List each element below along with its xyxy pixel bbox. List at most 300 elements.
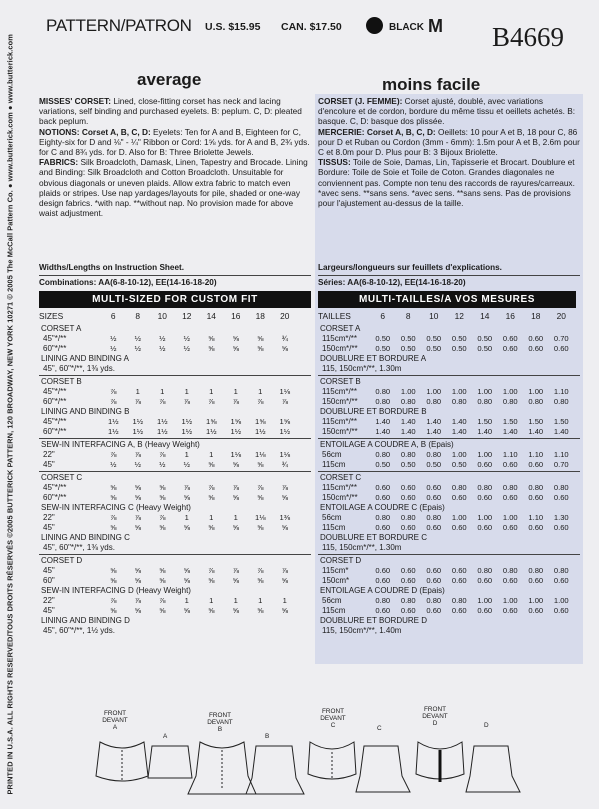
table-cell: 0.60	[553, 493, 569, 502]
row-label: 45"*/**	[43, 334, 67, 343]
table-cell: 0.60	[502, 606, 518, 615]
table-cell: 0.60	[502, 460, 518, 469]
table-heading	[318, 473, 588, 483]
table-row	[318, 344, 588, 354]
table-heading	[39, 533, 309, 543]
table-cell: ⅝	[110, 523, 117, 532]
table-cell: 1.40	[502, 427, 518, 436]
table-cell: ⅝	[134, 483, 141, 492]
size-col-header: 10	[157, 311, 167, 321]
row-label: 45"	[43, 460, 55, 469]
table-cell: ⅞	[110, 387, 117, 396]
table-cell: ⅝	[257, 334, 264, 343]
table-cell: 0.80	[451, 483, 467, 492]
banner-en: MULTI-SIZED FOR CUSTOM FIT	[39, 291, 311, 308]
combinations-en: Combinations: AA(6-8-10-12), EE(14-16-18-20)	[39, 278, 217, 287]
table-cell: 0.50	[400, 460, 416, 469]
table-cell: ⅞	[159, 513, 166, 522]
table-cell: ⅞	[281, 566, 288, 575]
table-cell: ⅞	[257, 483, 264, 492]
table-cell: 0.60	[553, 523, 569, 532]
table-cell: 1.10	[553, 387, 569, 396]
size-col-header: 16	[231, 311, 241, 321]
table-heading	[318, 533, 588, 543]
table-cell: 0.60	[375, 566, 391, 575]
table-cell: ½	[183, 460, 190, 469]
row-label: 60"*/**	[43, 427, 67, 436]
table-row	[39, 513, 309, 523]
size-col-header: 16	[505, 311, 515, 321]
table-cell: 0.50	[400, 334, 416, 343]
table-row	[318, 460, 588, 470]
table-cell: 0.60	[451, 566, 467, 575]
sizes-label: SIZES	[39, 311, 64, 321]
table-cell: ⅞	[232, 483, 239, 492]
table-cell: ⅝	[183, 523, 190, 532]
table-cell: ⅞	[134, 450, 141, 459]
table-row	[318, 523, 588, 533]
size-col-header: 20	[556, 311, 566, 321]
table-cell: 1½	[279, 427, 291, 436]
table-row	[39, 576, 309, 586]
table-cell: 0.60	[528, 523, 544, 532]
table-cell: 1.40	[451, 417, 467, 426]
row-label: 150cm*/**	[322, 344, 358, 353]
table-cell: 0.60	[400, 493, 416, 502]
table-cell: ⅝	[257, 344, 264, 353]
table-cell: ⅝	[159, 566, 166, 575]
table-cell: ⅞	[110, 450, 117, 459]
divider	[318, 375, 580, 376]
sizes-label: TAILLES	[318, 311, 351, 321]
table-cell: 0.80	[477, 397, 493, 406]
table-cell: 0.60	[375, 576, 391, 585]
table-row	[39, 334, 309, 344]
row-label: CORSET A	[320, 324, 361, 333]
table-row	[39, 566, 309, 576]
table-heading	[39, 354, 309, 364]
table-cell: ⅞	[232, 397, 239, 406]
table-cell: 1	[209, 450, 214, 459]
table-cell: 1⅝	[205, 417, 217, 426]
table-cell: 0.80	[400, 513, 416, 522]
table-row	[39, 344, 309, 354]
table-cell: 0.80	[528, 397, 544, 406]
table-cell: ½	[183, 334, 190, 343]
table-row	[39, 397, 309, 407]
row-label: 115cm	[322, 523, 346, 532]
table-cell: ⅝	[257, 576, 264, 585]
table-cell: 0.60	[477, 493, 493, 502]
table-cell: ⅝	[110, 483, 117, 492]
table-cell: 1½	[181, 417, 193, 426]
row-label: 115, 150cm*/**, 1.40m	[322, 626, 402, 635]
table-cell: 1.10	[553, 450, 569, 459]
table-cell: ⅞	[110, 513, 117, 522]
table-row	[318, 566, 588, 576]
table-cell: 1½	[107, 427, 119, 436]
table-row	[39, 596, 309, 606]
table-cell: 0.80	[502, 566, 518, 575]
table-cell: 0.50	[375, 460, 391, 469]
table-cell: 1	[209, 513, 214, 522]
table-cell: ½	[110, 344, 117, 353]
row-label: CORSET C	[320, 473, 362, 482]
table-cell: ⅞	[281, 483, 288, 492]
table-cell: ⅝	[281, 523, 288, 532]
table-cell: 0.60	[426, 606, 442, 615]
row-label: 45"	[43, 606, 55, 615]
table-cell: 0.60	[528, 344, 544, 353]
table-cell: 0.60	[477, 576, 493, 585]
size-col-header: 20	[280, 311, 290, 321]
divider	[318, 275, 580, 276]
table-heading	[39, 626, 309, 636]
table-cell: 0.80	[375, 513, 391, 522]
table-cell: 0.60	[375, 523, 391, 532]
table-cell: ⅝	[257, 493, 264, 502]
row-label: 45", 60"*/**, 1½ yds.	[43, 626, 115, 635]
table-cell: ⅝	[134, 566, 141, 575]
table-cell: 1	[160, 387, 165, 396]
table-cell: 0.80	[502, 483, 518, 492]
table-cell: ½	[159, 334, 166, 343]
row-label: DOUBLURE ET BORDURE C	[320, 533, 427, 542]
difficulty-en: average	[137, 70, 202, 89]
corset-drawings-icon	[60, 728, 560, 808]
table-cell: ⅝	[183, 606, 190, 615]
table-cell: 0.60	[528, 334, 544, 343]
table-cell: 0.80	[375, 596, 391, 605]
table-heading	[318, 364, 588, 374]
table-cell: 0.80	[528, 566, 544, 575]
table-cell: 0.80	[477, 483, 493, 492]
row-label: DOUBLURE ET BORDURE A	[320, 354, 427, 363]
row-label: 22"	[43, 450, 55, 459]
table-heading	[39, 377, 309, 387]
table-cell: ⅝	[232, 523, 239, 532]
combinations-fr: Séries: AA(6-8-10-12), EE(14-16-18-20)	[318, 278, 466, 287]
table-cell: 0.60	[477, 460, 493, 469]
row-label: LINING AND BINDING B	[41, 407, 130, 416]
table-cell: ⅝	[208, 460, 215, 469]
figure-back-label: B	[265, 733, 270, 740]
table-row	[39, 483, 309, 493]
table-cell: 0.70	[553, 334, 569, 343]
row-label: 56cm	[322, 513, 342, 522]
table-cell: 0.60	[502, 523, 518, 532]
row-label: CORSET B	[320, 377, 361, 386]
table-cell: 1.00	[451, 387, 467, 396]
table-cell: 0.60	[553, 344, 569, 353]
table-cell: ⅝	[134, 606, 141, 615]
table-cell: 1	[184, 450, 189, 459]
table-cell: 1.00	[502, 596, 518, 605]
table-cell: ⅝	[281, 606, 288, 615]
row-label: 22"	[43, 513, 55, 522]
row-label: 150cm*	[322, 576, 350, 585]
table-cell: 0.60	[528, 576, 544, 585]
table-cell: ⅝	[232, 334, 239, 343]
table-row	[318, 427, 588, 437]
row-label: DOUBLURE ET BORDURE B	[320, 407, 427, 416]
figure-front-label: FRONT DEVANT A	[102, 710, 128, 731]
row-label: CORSET D	[41, 556, 83, 565]
table-cell: 0.60	[426, 576, 442, 585]
table-cell: ½	[183, 344, 190, 353]
brand-label: PATTERN/PATRON	[46, 16, 192, 35]
table-cell: ⅝	[134, 493, 141, 502]
price-can: CAN. $17.50	[281, 21, 342, 33]
table-cell: ⅝	[183, 566, 190, 575]
table-cell: ⅝	[159, 523, 166, 532]
table-cell: 1.00	[528, 596, 544, 605]
table-heading	[318, 324, 588, 334]
table-row	[39, 417, 309, 427]
table-cell: 1⅜	[279, 513, 291, 522]
table-heading	[318, 377, 588, 387]
table-cell: 1.50	[528, 417, 544, 426]
table-cell: ⅝	[281, 493, 288, 502]
table-cell: ⅝	[232, 576, 239, 585]
table-cell: ⅝	[208, 576, 215, 585]
table-row	[318, 417, 588, 427]
table-row	[318, 450, 588, 460]
table-cell: ½	[110, 334, 117, 343]
row-label: 115cm*	[322, 566, 349, 575]
table-cell: 1½	[230, 427, 242, 436]
size-col-header: 12	[454, 311, 464, 321]
table-cell: 1.50	[477, 417, 493, 426]
table-cell: 0.80	[451, 397, 467, 406]
table-cell: ½	[134, 334, 141, 343]
table-cell: 0.50	[375, 344, 391, 353]
banner-fr: MULTI-TAILLES/A VOS MESURES	[318, 291, 576, 308]
table-cell: ⅝	[183, 493, 190, 502]
table-cell: ⅞	[159, 397, 166, 406]
table-cell: 0.60	[553, 576, 569, 585]
divider	[318, 438, 580, 439]
size-col-header: 10	[429, 311, 439, 321]
table-heading	[318, 626, 588, 636]
table-cell: 0.60	[426, 483, 442, 492]
table-cell: 0.80	[528, 483, 544, 492]
table-cell: 0.80	[375, 450, 391, 459]
table-cell: 1⅛	[279, 450, 291, 459]
table-cell: ½	[159, 344, 166, 353]
table-cell: 1⅝	[230, 417, 242, 426]
table-cell: 0.60	[400, 606, 416, 615]
row-label: CORSET D	[320, 556, 362, 565]
divider	[39, 275, 311, 276]
table-cell: 0.60	[553, 606, 569, 615]
divider	[39, 554, 311, 555]
table-cell: 1⅝	[279, 417, 291, 426]
figure-front-label: FRONT DEVANT B	[207, 712, 233, 733]
table-cell: ⅝	[232, 460, 239, 469]
table-cell: ⅝	[232, 344, 239, 353]
table-cell: ¾	[281, 460, 288, 469]
table-cell: 1	[209, 387, 214, 396]
table-cell: 0.50	[451, 334, 467, 343]
table-cell: 1.40	[477, 427, 493, 436]
table-cell: 1⅛	[254, 513, 266, 522]
desc-en: MISSES' CORSET: Lined, close-fitting corset has neck and lacing variations, self binding and purchased eyelets. B: peplum. C, D: pleated back peplum. NOTIONS: Corset A, B, C, D: Eyelets: Ten for A and B, Eighteen for C, Eighty-six for D and ⅛" - ¼" Ribbon or Cord: 1⅝ yds. for A and B, 2¾ yds. for C and 8¾ yds. for D. Also for B: Three Briolette Jewels. FABRICS: Silk Broadcloth, Damask, Linen, Tapestry and Brocade. Lining and Binding: Silk Broadcloth and Cotton Broadcloth. Unsuitable for obvious diagonals or uneven plaids. Allow extra fabric to match even plaids or stripes. Use nap yardages/layouts for pile, shaded or one-way design fabrics. *with nap. **without nap. No provision made for above waist adjustment.	[39, 96, 310, 219]
row-label: 115cm*/**	[322, 483, 357, 492]
widths-note-fr: Largeurs/longueurs sur feuillets d'explications.	[318, 263, 502, 272]
table-cell: ⅝	[110, 606, 117, 615]
table-cell: ⅞	[183, 397, 190, 406]
size-col-header: 14	[480, 311, 490, 321]
table-row	[318, 397, 588, 407]
table-cell: 0.50	[426, 344, 442, 353]
table-cell: ⅝	[232, 493, 239, 502]
table-row	[318, 596, 588, 606]
table-cell: ⅞	[232, 566, 239, 575]
table-cell: 0.60	[451, 493, 467, 502]
table-cell: ⅞	[183, 483, 190, 492]
table-cell: 1.40	[400, 417, 416, 426]
table-cell: 1⅛	[279, 387, 291, 396]
table-cell: 0.80	[426, 450, 442, 459]
table-cell: 1	[233, 596, 238, 605]
table-cell: 1.40	[528, 427, 544, 436]
row-label: 45", 60"*/**, 1⅜ yds.	[43, 543, 115, 552]
table-cell: 1.00	[502, 513, 518, 522]
table-cell: 0.80	[426, 513, 442, 522]
table-cell: 0.60	[528, 606, 544, 615]
desc-fr: CORSET (J. FEMME): Corset ajusté, doublé, avec variations d'encolure et de cordon, bordure du même tissu et oeillets achetés. B: basque. C, D: basque dos plissée. MERCERIE: Corset A, B, C, D: Oeillets: 10 pour A et B, 18 pour C, 86 pour D et Ruban ou Cordon (3mm - 6mm): 1.5m pour A et B, 2.6m pour C et 8.0m pour D. Plus pour B: 3 Bijoux Briolette. TISSUS: Toile de Soie, Damas, Lin, Tapisserie et Brocart. Doublure et Bordure: Toile de Soie et Toile de Coton. Grandes diagonales ne conviennent pas. Compte non tenu des raccords de rayures/carreaux. *avec sens. **sans sens. *avec sens. **sans sens. Pas de provisions pour l'ajustement au-dessus de la taille.	[318, 96, 580, 209]
table-cell: 0.60	[400, 566, 416, 575]
row-label: 45"*/**	[43, 417, 67, 426]
row-label: 45"	[43, 523, 55, 532]
table-cell: ⅝	[257, 460, 264, 469]
table-cell: ½	[134, 344, 141, 353]
table-cell: 1.10	[528, 450, 544, 459]
table-heading	[318, 354, 588, 364]
table-cell: 0.60	[375, 606, 391, 615]
table-cell: ½	[159, 460, 166, 469]
table-cell: 0.50	[375, 334, 391, 343]
table-cell: 1.40	[451, 427, 467, 436]
table-heading	[39, 616, 309, 626]
table-cell: 1⅝	[254, 417, 266, 426]
table-cell: ⅞	[110, 397, 117, 406]
table-cell: 0.60	[502, 493, 518, 502]
table-cell: 0.60	[528, 493, 544, 502]
table-cell: 1	[184, 513, 189, 522]
table-cell: 1.00	[451, 450, 467, 459]
table-cell: ⅞	[134, 513, 141, 522]
table-cell: ⅝	[281, 576, 288, 585]
table-cell: 1.10	[528, 513, 544, 522]
table-cell: ⅝	[208, 344, 215, 353]
table-cell: ⅝	[208, 334, 215, 343]
table-cell: 1½	[156, 427, 168, 436]
row-label: ENTOILAGE A COUDRE C (Epais)	[320, 503, 445, 512]
table-cell: 1.50	[502, 417, 518, 426]
row-label: 60"*/**	[43, 493, 67, 502]
table-cell: 1.00	[400, 387, 416, 396]
table-heading	[39, 586, 309, 596]
table-cell: ⅞	[159, 450, 166, 459]
table-row	[39, 450, 309, 460]
table-cell: 1½	[132, 417, 144, 426]
size-col-header: 12	[182, 311, 192, 321]
row-label: 60"	[43, 576, 55, 585]
table-cell: 0.70	[553, 460, 569, 469]
table-heading	[39, 556, 309, 566]
color-dot-icon	[366, 17, 383, 34]
table-heading	[39, 407, 309, 417]
table-cell: 0.60	[375, 493, 391, 502]
table-cell: ¾	[281, 334, 288, 343]
table-cell: 1.00	[502, 387, 518, 396]
table-cell: 0.60	[451, 523, 467, 532]
table-cell: 0.60	[502, 334, 518, 343]
row-label: SEW-IN INTERFACING C (Heavy Weight)	[41, 503, 191, 512]
table-cell: 0.60	[451, 606, 467, 615]
table-cell: ⅞	[257, 566, 264, 575]
table-heading	[318, 586, 588, 596]
table-cell: ⅝	[159, 493, 166, 502]
row-label: 150cm*/**	[322, 427, 358, 436]
size-col-header: 18	[255, 311, 265, 321]
table-cell: 1	[258, 387, 263, 396]
table-cell: 0.60	[451, 576, 467, 585]
table-cell: ⅝	[110, 566, 117, 575]
table-cell: 0.50	[477, 334, 493, 343]
table-cell: 0.60	[528, 460, 544, 469]
table-cell: 0.60	[477, 606, 493, 615]
size-col-header: 14	[206, 311, 216, 321]
table-heading	[318, 503, 588, 513]
table-cell: 0.80	[553, 483, 569, 492]
pattern-number: B4669	[492, 22, 565, 52]
table-cell: 0.80	[426, 397, 442, 406]
table-cell: ⅝	[159, 606, 166, 615]
table-heading	[318, 616, 588, 626]
row-label: 150cm*/**	[322, 493, 358, 502]
table-cell: 1	[209, 596, 214, 605]
table-cell: ⅝	[281, 344, 288, 353]
table-heading	[318, 556, 588, 566]
figure-front-label: FRONT DEVANT D	[422, 706, 448, 727]
table-cell: 1.00	[528, 387, 544, 396]
table-cell: 1.00	[477, 513, 493, 522]
size-col-header: 8	[405, 311, 411, 321]
figure-back-label: C	[377, 725, 382, 732]
table-cell: 1.40	[375, 417, 391, 426]
table-cell: 1½	[205, 427, 217, 436]
row-label: LINING AND BINDING D	[41, 616, 130, 625]
table-cell: ⅞	[110, 596, 117, 605]
row-label: SEW-IN INTERFACING A, B (Heavy Weight)	[41, 440, 200, 449]
table-heading	[39, 473, 309, 483]
table-cell: ⅞	[159, 596, 166, 605]
table-cell: 1.40	[426, 427, 442, 436]
table-row	[39, 606, 309, 616]
table-cell: ⅞	[281, 397, 288, 406]
row-label: DOUBLURE ET BORDURE D	[320, 616, 427, 625]
table-cell: 0.80	[553, 397, 569, 406]
table-heading	[39, 503, 309, 513]
side-copyright: PRINTED IN U.S.A. ALL RIGHTS RESERVED/TOUS DROITS RÉSERVÉS ©2005 BUTTERICK PATTERN, 120 BROADWAY, NEW YORK 10271 © 2005 The McCall Pattern Co. ● www.butterick.com ● www.butterick.com	[5, 34, 15, 795]
row-label: CORSET A	[41, 324, 82, 333]
table-cell: ⅞	[134, 596, 141, 605]
table-row	[39, 427, 309, 437]
price-us: U.S. $15.95	[205, 21, 261, 33]
